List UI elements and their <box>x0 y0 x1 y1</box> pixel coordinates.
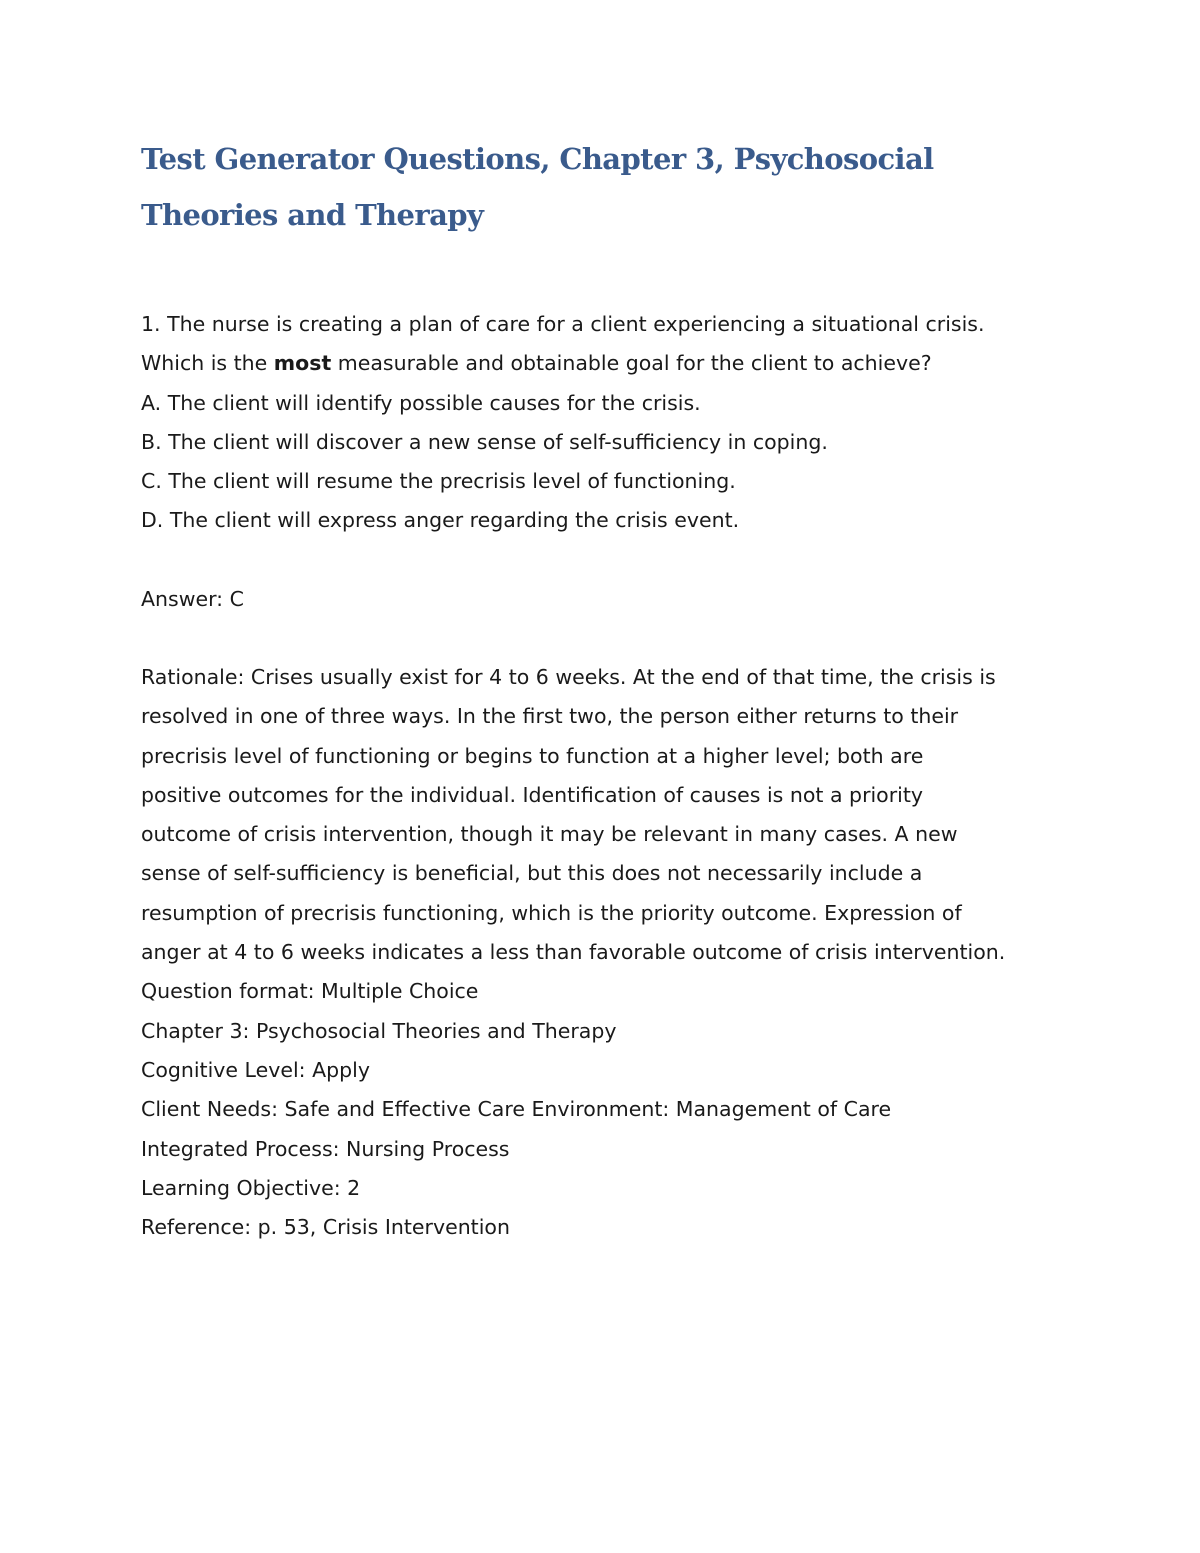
learning-objective: Learning Objective: 2 <box>141 1175 361 1200</box>
rationale-line: resolved in one of three ways. In the first two, the person either returns to their <box>141 704 959 729</box>
document-title: Test Generator Questions, Chapter 3, Psychosocial Theories and Therapy <box>141 142 934 232</box>
question-stem-text: Which is the <box>141 351 274 376</box>
question-stem-line-1: 1. The nurse is creating a plan of care for a client experiencing a situational crisis. <box>141 312 985 336</box>
answer-block <box>141 580 1071 619</box>
option-d: D. The client will express anger regarding the crisis event. <box>141 508 740 533</box>
rationale-line: outcome of crisis intervention, though it may be relevant in many cases. A new <box>141 822 958 847</box>
client-needs: Client Needs: Safe and Effective Care Environment: Management of Care <box>141 1097 892 1122</box>
rationale-line: Rationale: Crises usually exist for 4 to 6 weeks. At the end of that time, the crisis is <box>141 665 996 689</box>
rationale-line: precrisis level of functioning or begins to function at a higher level; both are <box>141 743 924 768</box>
chapter-info: Chapter 3: Psychosocial Theories and Therapy <box>141 1018 617 1043</box>
rationale-line: sense of self-sufficiency is beneficial, but this does not necessarily include a <box>141 861 923 886</box>
reference: Reference: p. 53, Crisis Intervention <box>141 1215 510 1240</box>
integrated-process: Integrated Process: Nursing Process <box>141 1136 510 1161</box>
question-block <box>141 305 1071 541</box>
question-stem-text-end: measurable and obtainable goal for the client to achieve? <box>331 351 932 376</box>
rationale-line: anger at 4 to 6 weeks indicates a less than favorable outcome of crisis intervention. <box>141 940 1006 965</box>
answer-text: Answer: C <box>141 587 244 611</box>
option-a: A. The client will identify possible causes for the crisis. <box>141 390 701 415</box>
question-stem-emphasis: most <box>273 351 332 376</box>
option-b: B. The client will discover a new sense of self-sufficiency in coping. <box>141 429 828 454</box>
question-stem-line-2 <box>141 344 1071 383</box>
question-format: Question format: Multiple Choice <box>141 979 479 1004</box>
option-c: C. The client will resume the precrisis level of functioning. <box>141 469 736 494</box>
rationale-line: positive outcomes for the individual. Identification of causes is not a priority <box>141 782 924 807</box>
rationale-line: resumption of precrisis functioning, which is the priority outcome. Expression of <box>141 900 962 925</box>
rationale-block <box>141 658 1071 1247</box>
cognitive-level: Cognitive Level: Apply <box>141 1057 370 1082</box>
